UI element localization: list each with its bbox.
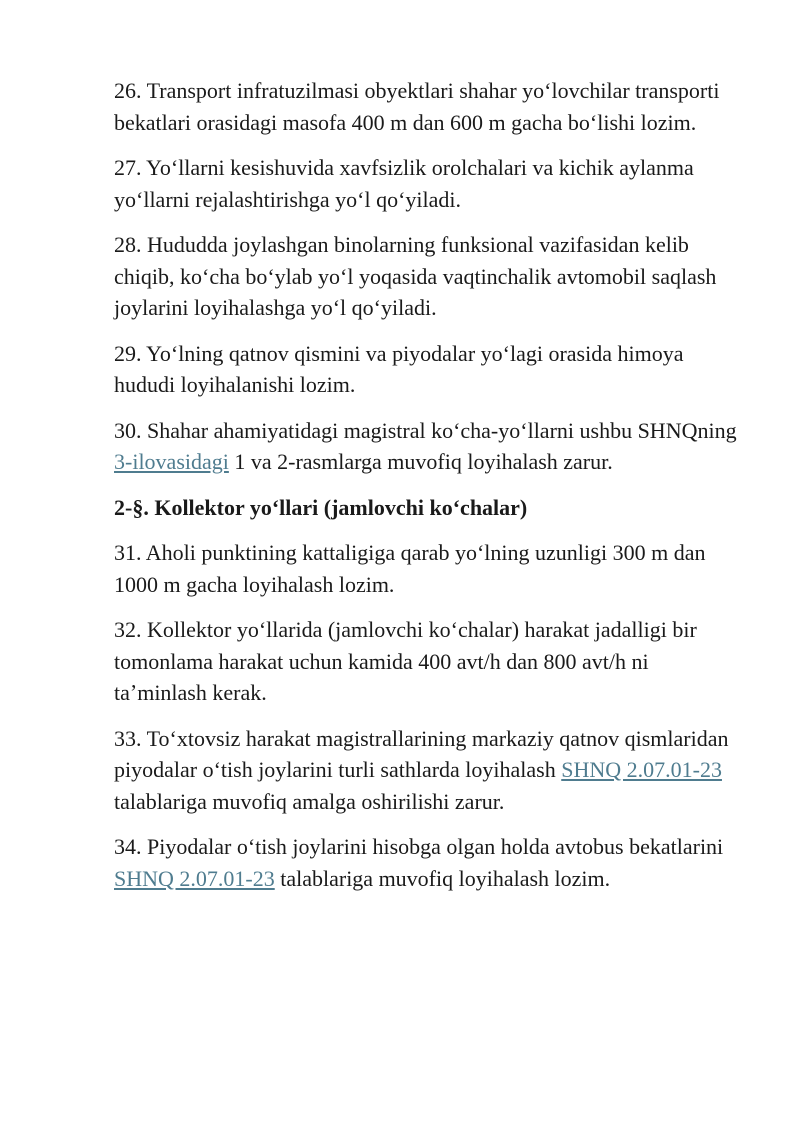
paragraph-26: 26. Transport infratuzilmasi obyektlari shahar yoʻlovchilar transporti bekatlari orasidagi masofa 400 m dan 600 m gacha boʻlishi lozim. bbox=[114, 78, 720, 135]
paragraph-34-text: 34. Piyodalar oʻtish joylarini hisobga olgan holda avtobus bekatlarini bbox=[114, 834, 724, 859]
paragraph-34-text-end: talablariga muvofiq loyihalash lozim. bbox=[274, 865, 611, 891]
paragraph-33 bbox=[114, 723, 740, 818]
paragraph-33-text-end: talablariga muvofiq amalga oshirilishi zarur. bbox=[114, 788, 505, 814]
paragraph-32: 32. Kollektor yoʻllarida (jamlovchi koʻchalar) harakat jadalligi bir tomonlama harakat uchun kamida 400 avt/h dan 800 avt/h ni taʼminlash kerak. bbox=[114, 617, 697, 705]
section-heading: 2-§. Kollektor yoʻllari (jamlovchi koʻchalar) bbox=[114, 494, 528, 520]
paragraph-30-text-end: 1 va 2-rasmlarga muvofiq loyihalash zarur. bbox=[228, 449, 613, 474]
paragraph-30-text: 30. Shahar ahamiyatidagi magistral koʻcha-yoʻllarni ushbu SHNQning bbox=[114, 417, 737, 443]
paragraph-30 bbox=[114, 415, 740, 478]
paragraph-29: 29. Yoʻlning qatnov qismini va piyodalar yoʻlagi orasida himoya hududi loyihalanishi lozim. bbox=[114, 340, 684, 397]
appendix-3-link[interactable]: 3-ilovasidagi bbox=[114, 449, 229, 474]
paragraph-28: 28. Hududda joylashgan binolarning funksional vazifasidan kelib chiqib, koʻcha boʻylab yoʻl yoqasida vaqtinchalik avtomobil saqlash joylarini loyihalashga yoʻl qoʻyiladi. bbox=[114, 232, 717, 320]
paragraph-34 bbox=[114, 831, 740, 894]
paragraph-27: 27. Yoʻllarni kesishuvida xavfsizlik orolchalari va kichik aylanma yoʻllarni rejalashtirishga yoʻl qoʻyiladi. bbox=[114, 155, 694, 212]
paragraph-31: 31. Aholi punktining kattaligiga qarab yoʻlning uzunligi 300 m dan 1000 m gacha loyihalash lozim. bbox=[114, 540, 706, 597]
shnq-link[interactable]: SHNQ 2.07.01-23 bbox=[114, 865, 275, 891]
shnq-link[interactable]: SHNQ 2.07.01-23 bbox=[561, 757, 722, 782]
paragraph-33-text: 33. Toʻxtovsiz harakat magistrallarining markaziy qatnov qismlaridan piyodalar oʻtish joylarini turli sathlarda loyihalash bbox=[114, 725, 729, 782]
